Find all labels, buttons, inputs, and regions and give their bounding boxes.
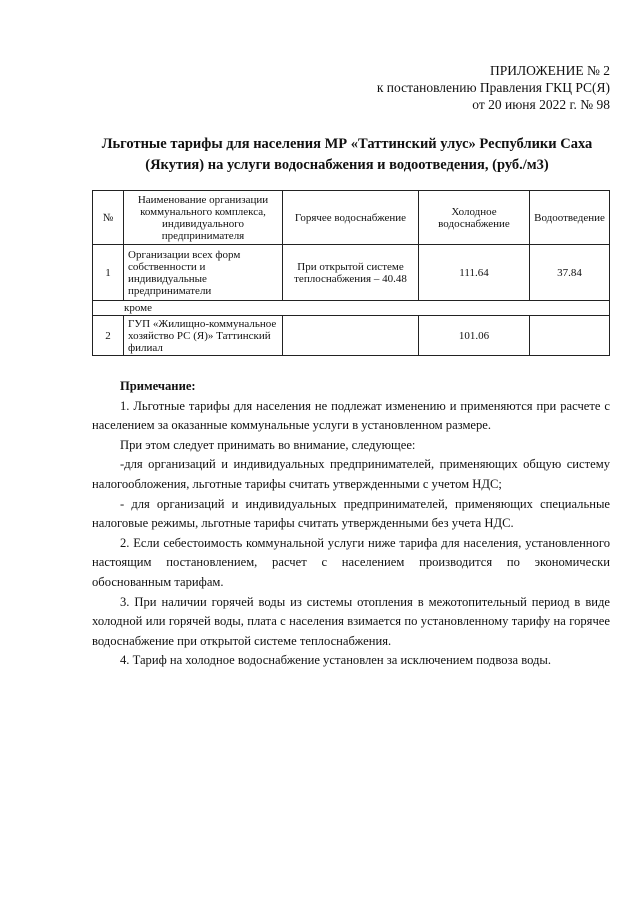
document-header [377,62,610,113]
row1-cold-water: 111.64 [419,245,530,301]
row1-hot-water: При открытой системе теплоснабжения – 40.48 [283,245,419,301]
note-paragraph-4: - для организаций и индивидуальных предпринимателей, применяющих специальные налоговые режимы, льготные тарифы считать утвержденными без учета НДС. [92,496,610,531]
except-label: кроме [93,301,610,316]
table-header-row [93,191,610,245]
row2-no: 2 [93,316,124,356]
note-paragraph-2: При этом следует принимать во внимание, следующее: [120,437,416,452]
tariffs-table [92,190,610,356]
row1-organization: Организации всех форм собственности и индивидуальные предприниматели [124,245,283,301]
header-wastewater: Водоотведение [530,191,610,245]
header-no: № [93,191,124,245]
note-paragraph-7: 4. Тариф на холодное водоснабжение установлен за исключением подвоза воды. [120,653,552,668]
resolution-date: от 20 июня 2022 г. № 98 [472,97,610,112]
note-paragraph-3: -для организаций и индивидуальных предпринимателей, применяющих общую систему налогообложения, льготные тарифы считать утвержденными с учетом НДС; [92,457,610,491]
notes-heading: Примечание: [120,379,196,393]
note-paragraph-6: 3. При наличии горячей воды из системы отопления в межотопительный период в виде холодной или горячей воды, плата с населения взимается по установленному тарифу на горячее водоснабжение при открытой системе теплоснабжения. [92,594,610,648]
document-title: Льготные тарифы для населения МР «Таттинский улус» Республики Саха (Якутия) на услуги водоснабжения и водоотведения, (руб./м3) [101,136,593,173]
row2-wastewater [530,316,610,356]
row2-organization: ГУП «Жилищно-коммунальное хозяйство РС (Я)» Таттинский филиал [124,316,283,356]
note-paragraph-1: 1. Льготные тарифы для населения не подлежат изменению и применяются при расчете с населением за оказанные коммунальные услуги в установленном размере. [92,398,610,433]
table-row [93,245,610,301]
table-row [93,316,610,356]
row2-cold-water: 101.06 [419,316,530,356]
row2-hot-water [283,316,419,356]
header-organization: Наименование организации коммунального комплекса, индивидуального предпринимателя [124,191,283,245]
header-cold-water: Холодное водоснабжение [419,191,530,245]
row1-wastewater: 37.84 [530,245,610,301]
note-paragraph-5: 2. Если себестоимость коммунальной услуги ниже тарифа для населения, установленного настоящим постановлением, расчет с населением производится по экономически обоснованным тарифам. [92,535,610,589]
row1-no: 1 [93,245,124,301]
notes-section [92,377,610,671]
table-row-except [93,301,610,316]
appendix-number: ПРИЛОЖЕНИЕ № 2 [489,63,610,78]
resolution-reference: к постановлению Правления ГКЦ РС(Я) [376,80,610,95]
header-hot-water: Горячее водоснабжение [283,191,419,245]
